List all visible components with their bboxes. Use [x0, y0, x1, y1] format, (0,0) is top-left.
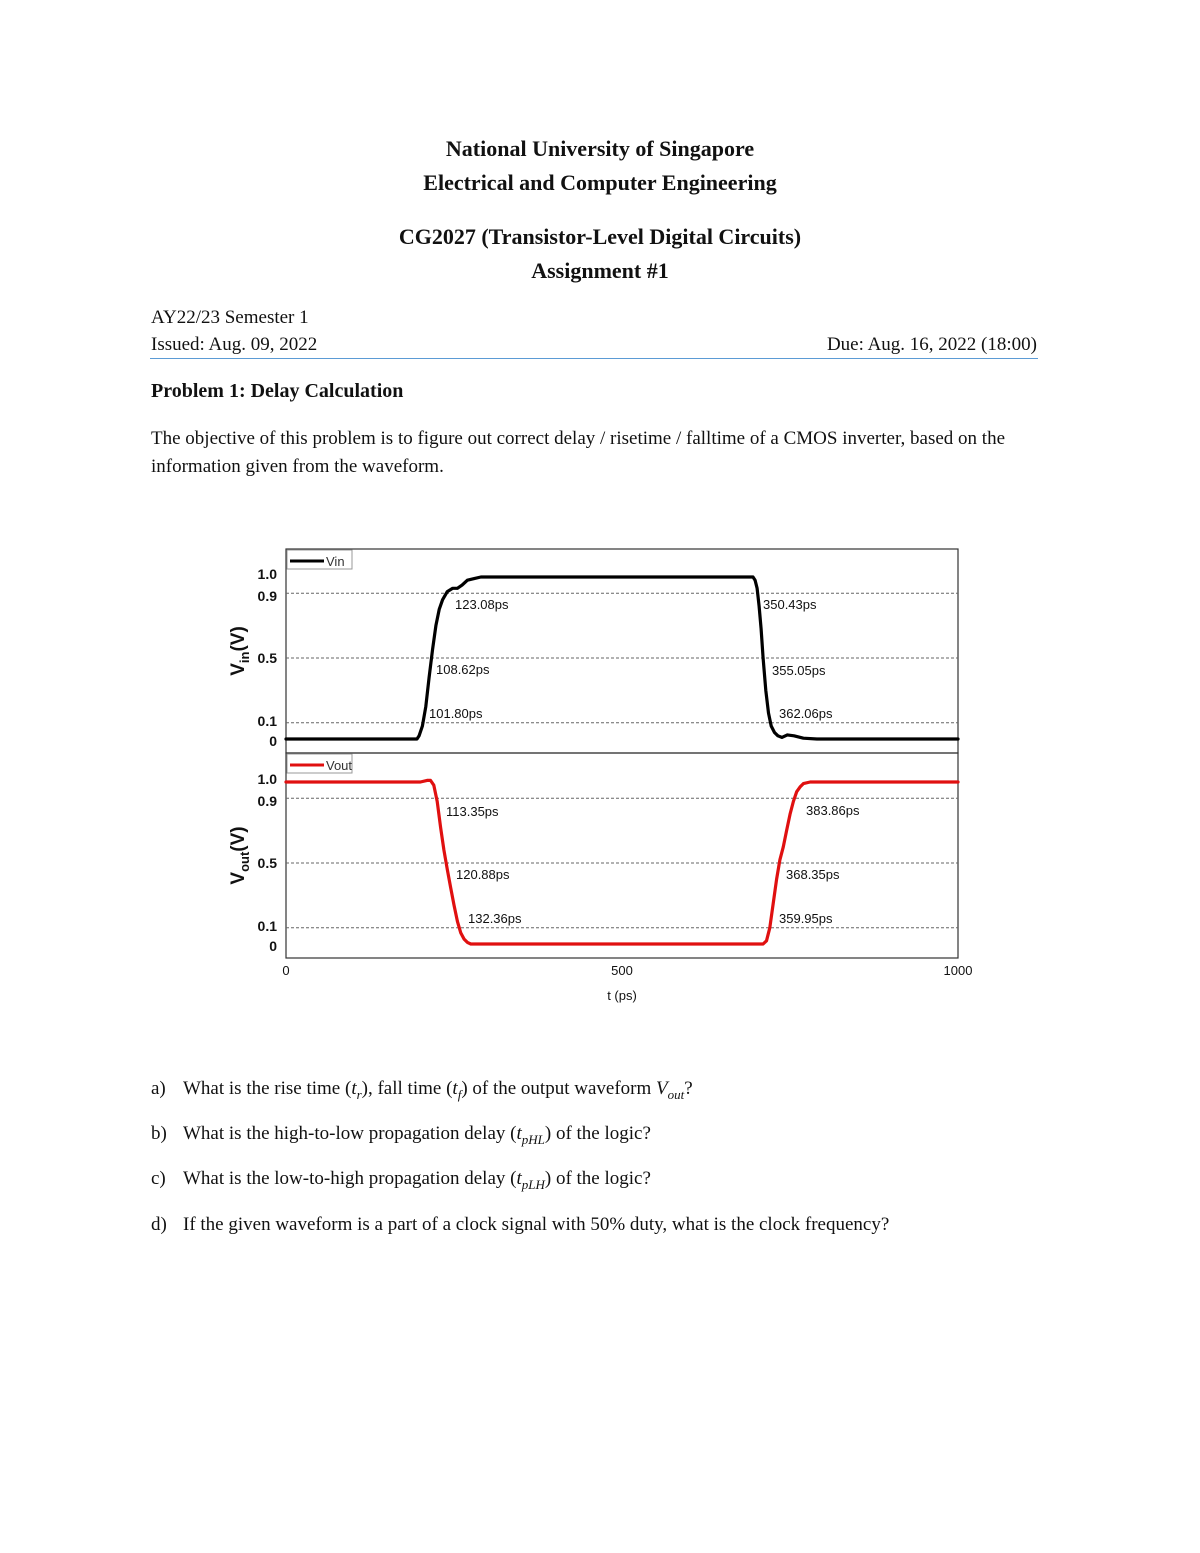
course-title: CG2027 (Transistor-Level Digital Circuits) — [398, 224, 802, 249]
x-tick-label: 0 — [282, 963, 290, 978]
y-tick-label: 0 — [269, 938, 277, 954]
problem-title: Problem 1: Delay Calculation — [151, 380, 404, 402]
y-tick-label: 0.5 — [257, 855, 277, 871]
y-tick-label: 0.9 — [257, 588, 277, 605]
delay-annotation: 350.43ps — [763, 597, 817, 612]
y-axis-title-unit: (V) — [228, 826, 249, 852]
delay-annotation: 362.06ps — [779, 706, 833, 721]
delay-annotation: 101.80ps — [429, 706, 483, 721]
university-name: National University of Singapore — [445, 136, 755, 161]
y-tick-label: 0.1 — [257, 712, 277, 729]
y-axis-title-sub: in — [237, 651, 252, 664]
y-tick-label: 0.9 — [257, 793, 277, 810]
semester-text: AY22/23 Semester 1 — [151, 307, 309, 328]
plot-frame-2 — [286, 753, 958, 958]
y-tick-label: 1.0 — [257, 771, 277, 787]
delay-annotation: 113.35ps — [446, 804, 499, 819]
delay-annotation: 359.95ps — [779, 911, 833, 926]
delay-annotation: 108.62ps — [436, 662, 490, 677]
y-axis-title — [228, 626, 252, 676]
question-c: c) What is the low-to-high propagation delay $(t_{pLH})$ of the logic? — [151, 1168, 651, 1192]
y-axis-title — [228, 826, 252, 884]
y-tick-label: 0.5 — [257, 650, 277, 666]
problem-description: The objective of this problem is to figure out correct delay / risetime / falltime of a CMOS inverter, based on the information given from the waveform. — [151, 428, 1005, 477]
delay-annotation: 120.88ps — [456, 867, 510, 882]
y-tick-label: 1.0 — [257, 566, 277, 582]
x-axis-title: t (ps) — [607, 988, 637, 1003]
department-name: Electrical and Computer Engineering — [423, 170, 777, 195]
x-tick-label: 500 — [611, 963, 633, 978]
legend-label: Vin — [326, 554, 345, 569]
delay-annotation: 383.86ps — [806, 803, 860, 818]
y-axis-title-main: V — [228, 663, 249, 676]
x-tick-label: 1000 — [943, 963, 973, 978]
question-d: d) If the given waveform is a part of a clock signal with 50% duty, what is the clock frequency? — [151, 1214, 890, 1235]
waveform-chart — [222, 545, 982, 1015]
issued-date: Issued: Aug. 09, 2022 — [151, 334, 318, 355]
question-b: b) What is the high-to-low propagation delay $(t_{pHL})$ of the logic? — [151, 1123, 651, 1147]
header-divider — [150, 358, 1038, 359]
delay-annotation: 368.35ps — [786, 867, 840, 882]
waveform-figure — [222, 545, 982, 1020]
y-tick-label: 0 — [269, 733, 277, 749]
y-tick-label: 0.1 — [257, 917, 277, 934]
y-axis-title-unit: (V) — [228, 626, 249, 652]
y-axis-title-main: V — [228, 871, 249, 885]
assignment-title: Assignment #1 — [531, 258, 669, 283]
question-a: a) What is the rise time $(t_r)$, fall time $(t_f)$ of the output waveform $V_{out}$? — [151, 1078, 693, 1102]
legend-label: Vout — [326, 758, 353, 773]
delay-annotation: 123.08ps — [455, 597, 509, 612]
y-axis-title-sub: out — [237, 851, 252, 872]
due-date: Due: Aug. 16, 2022 (18:00) — [826, 334, 1037, 355]
delay-annotation: 355.05ps — [772, 663, 826, 678]
delay-annotation: 132.36ps — [468, 911, 522, 926]
